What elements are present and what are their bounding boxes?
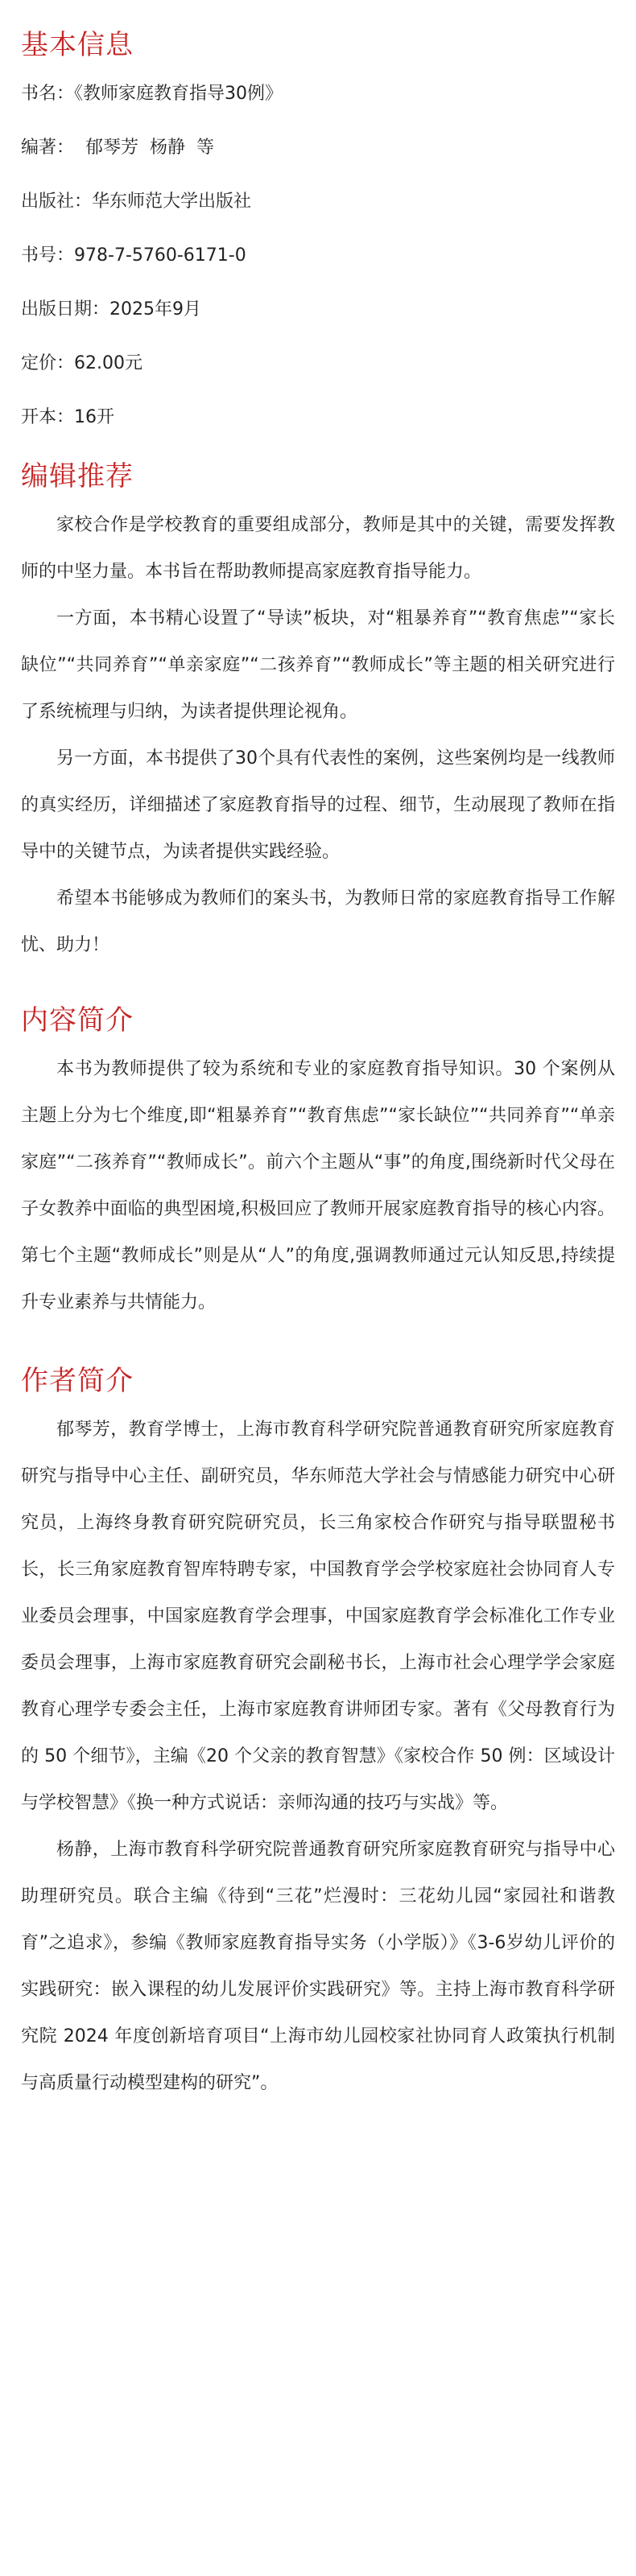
- info-label: 编著：: [21, 138, 75, 158]
- info-value: 978-7-5760-6171-0: [74, 245, 246, 266]
- content-summary-heading: 内容简介: [21, 1004, 134, 1037]
- info-label: 开本：: [21, 407, 75, 427]
- info-value: 华东师范大学出版社: [92, 192, 252, 212]
- info-label: 定价：: [21, 353, 75, 373]
- author-intro-section: [21, 1365, 615, 2107]
- info-label: 书号：: [21, 245, 75, 266]
- info-value: 2025年9月: [109, 299, 202, 319]
- editor-paragraph: 一方面，本书精心设置了“导读”板块，对“粗暴养育”“教育焦虑”“家长缺位”“共同养育”“单亲家庭”“二孩养育”“教师成长”等主题的相关研究进行了系统梳理与归纳，为读者提供理论视角。: [21, 608, 615, 722]
- basic-info-section: [21, 0, 615, 430]
- info-line-publisher: [21, 190, 615, 214]
- info-value: 郁琴芳 杨静 等: [74, 138, 214, 158]
- content-paragraph: 本书为教师提供了较为系统和专业的家庭教育指导知识。30 个案例从主题上分为七个维度,即“粗暴养育”“教育焦虑”“家长缺位”“共同养育”“单亲家庭”“二孩养育”“教师成长”。前六个主题从“事”的角度,围绕新时代父母在子女教养中面临的典型困境,积极回应了教师开展家庭教育指导的核心内容。第七个主题“教师成长”则是从“人”的角度,强调教师通过元认知反思,持续提升专业素养与共情能力。: [21, 1059, 615, 1313]
- info-line-format: [21, 406, 615, 430]
- author-paragraph: 郁琴芳，教育学博士，上海市教育科学研究院普通教育研究所家庭教育研究与指导中心主任、副研究员，华东师范大学社会与情感能力研究中心研究员，上海终身教育研究院研究员，长三角家校合作研究与指导联盟秘书长，长三角家庭教育智库特聘专家，中国教育学会学校家庭社会协同育人专业委员会理事，中国家庭教育学会理事，中国家庭教育学会标准化工作专业委员会理事，上海市家庭教育研究会副秘书长，上海市社会心理学学会家庭教育心理学专委会主任，上海市家庭教育讲师团专家。著有《父母教育行为的 50 个细节》，主编《20 个父亲的教育智慧》《家校合作 50 例：区域设计与学校智慧》《换一种方式说话：亲师沟通的技巧与实战》等。: [21, 1420, 615, 1813]
- editor-recommendation-section: [21, 460, 615, 969]
- basic-info-list: [21, 82, 615, 430]
- info-label: 书名：: [21, 84, 75, 104]
- editor-recommendation-heading: 编辑推荐: [21, 460, 134, 493]
- content-summary-section: [21, 1004, 615, 1326]
- editor-paragraph: 家校合作是学校教育的重要组成部分，教师是其中的关键，需要发挥教师的中坚力量。本书旨在帮助教师提高家庭教育指导能力。: [21, 515, 615, 582]
- info-line-editors: [21, 136, 615, 160]
- info-value: 《教师家庭教育指导30例》: [74, 84, 283, 104]
- author-intro-heading: 作者简介: [21, 1365, 134, 1397]
- info-value: 62.00元: [74, 353, 142, 373]
- info-line-price: [21, 352, 615, 376]
- editor-paragraph: 希望本书能够成为教师们的案头书，为教师日常的家庭教育指导工作解忧、助力！: [21, 888, 615, 955]
- author-paragraph: 杨静，上海市教育科学研究院普通教育研究所家庭教育研究与指导中心助理研究员。联合主编《待到“三花”烂漫时：三花幼儿园“家园社和谐教育”之追求》，参编《教师家庭教育指导实务（小学版）》《3-6岁幼儿评价的实践研究：嵌入课程的幼儿发展评价实践研究》等。主持上海市教育科学研究院 2024 年度创新培育项目“上海市幼儿园校家社协同育人政策执行机制与高质量行动模型建构的研究”。: [21, 1840, 615, 2093]
- basic-info-heading: 基本信息: [21, 29, 134, 61]
- info-line-book-title: [21, 82, 615, 106]
- info-line-publish-date: [21, 298, 615, 322]
- editor-paragraph: 另一方面，本书提供了30个具有代表性的案例，这些案例均是一线教师的真实经历，详细描述了家庭教育指导的过程、细节，生动展现了教师在指导中的关键节点，为读者提供实践经验。: [21, 748, 615, 862]
- info-line-isbn: [21, 244, 615, 268]
- info-label: 出版日期：: [21, 299, 110, 319]
- info-label: 出版社：: [21, 192, 93, 212]
- info-value: 16开: [74, 407, 115, 427]
